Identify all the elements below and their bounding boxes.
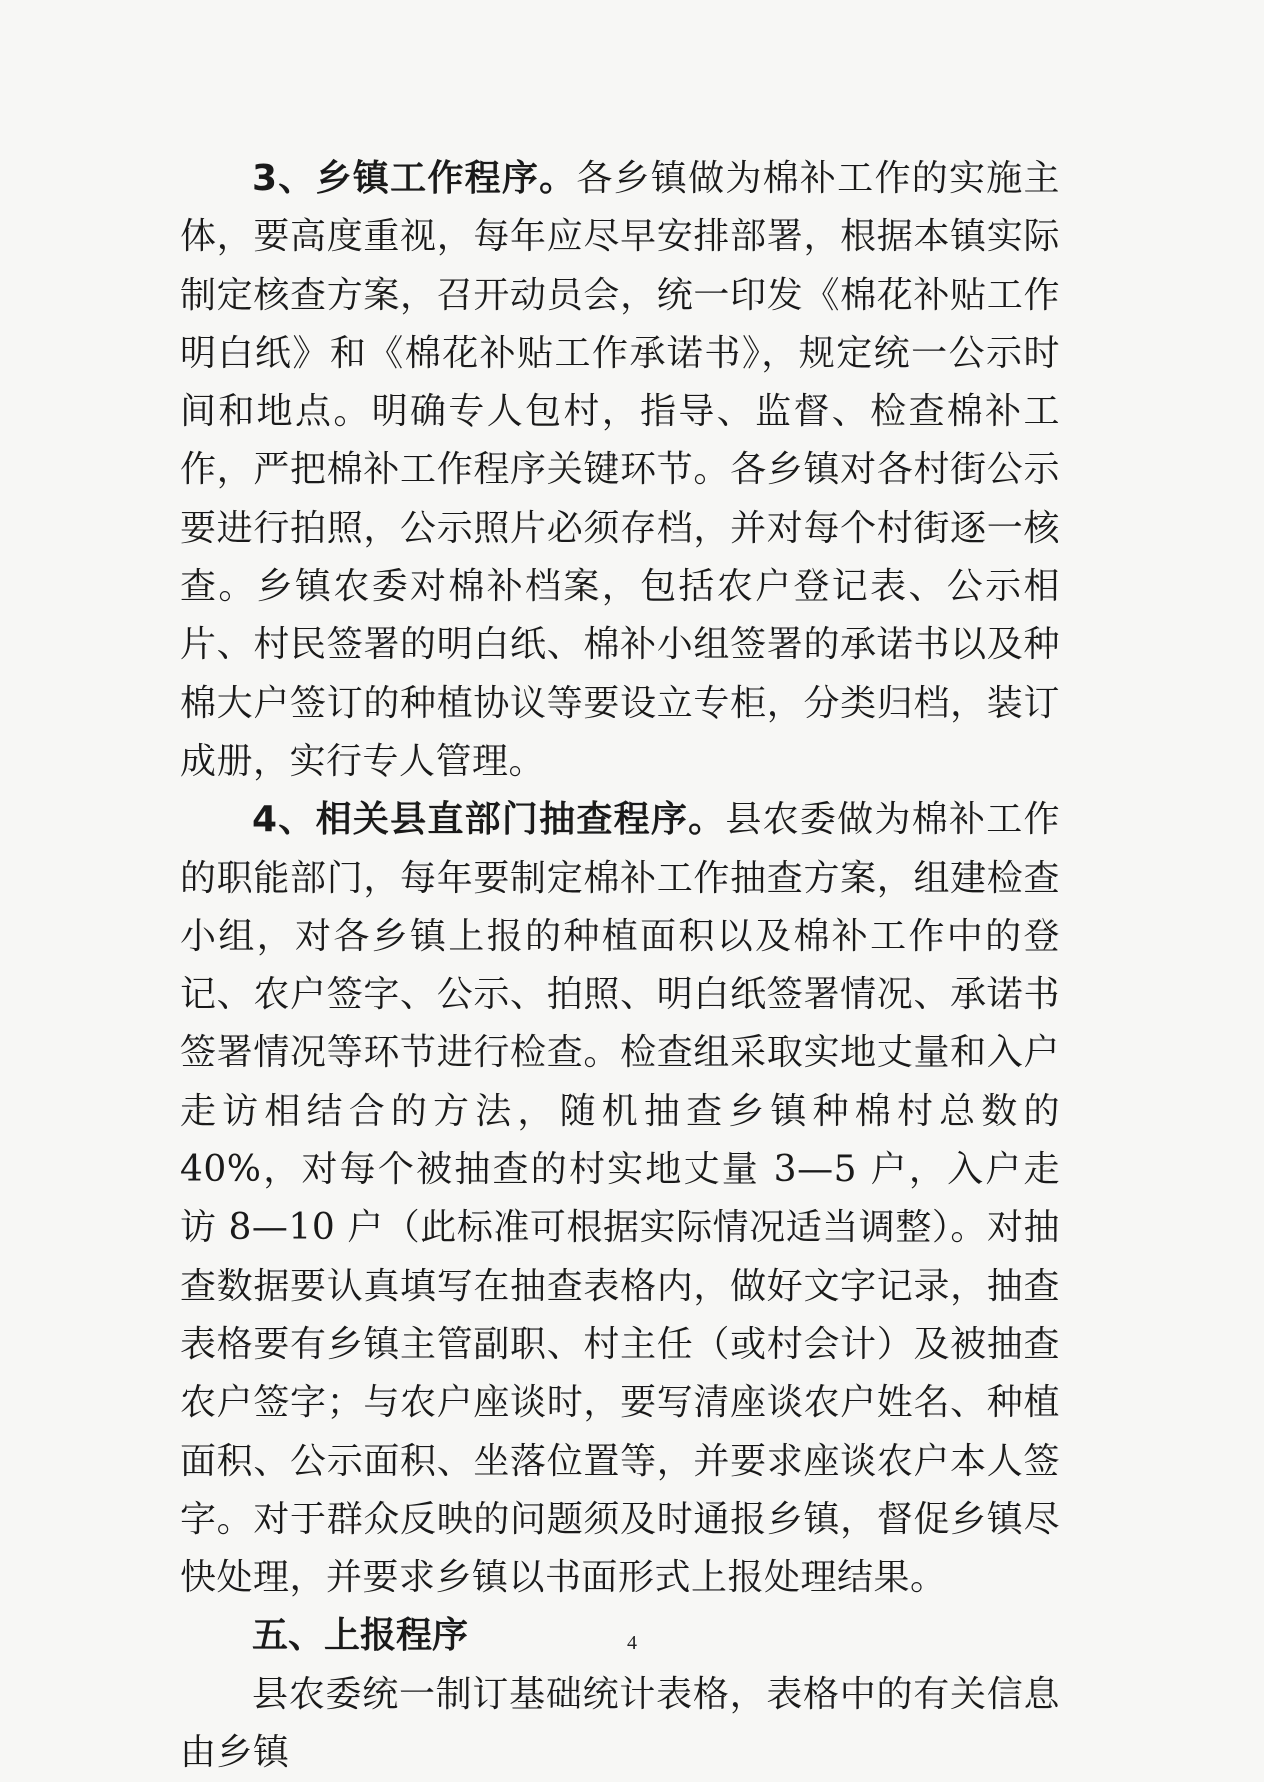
- page-number: 4: [627, 1632, 637, 1654]
- paragraph-text: 各乡镇做为棉补工作的实施主体，要高度重视，每年应尽早安排部署，根据本镇实际制定核查方案，召开动员会，统一印发《棉花补贴工作明白纸》和《棉花补贴工作承诺书》，规定统一公示时间和地点。明确专人包村，指导、监督、检查棉补工作，严把棉补工作程序关键环节。各乡镇对各村街公示要进行拍照，公示照片必须存档，并对每个村街逐一核查。乡镇农委对棉补档案，包括农户登记表、公示相片、村民签署的明白纸、棉补小组签署的承诺书以及种棉大户签订的种植协议等要设立专柜，分类归档，装订成册，实行专人管理。: [180, 158, 1060, 782]
- section-heading: 五、上报程序: [252, 1615, 469, 1657]
- paragraph-text: 县农委做为棉补工作的职能部门，每年要制定棉补工作抽查方案，组建检查小组，对各乡镇上报的种植面积以及棉补工作中的登记、农户签字、公示、拍照、明白纸签署情况、承诺书签署情况等环节进行检查。检查组采取实地丈量和入户走访相结合的方法，随机抽查乡镇种棉村总数的 40%，对每个被抽查的村实地丈量 3—5 户，入户走访 8—10 户（此标准可根据实际情况适当调整）。对抽查数据要认真填写在抽查表格内，做好文字记录，抽查表格要有乡镇主管副职、村主任（或村会计）及被抽查农户签字；与农户座谈时，要写清座谈农户姓名、种植面积、公示面积、坐落位置等，并要求座谈农户本人签字。对于群众反映的问题须及时通报乡镇，督促乡镇尽快处理，并要求乡镇以书面形式上报处理结果。: [180, 799, 1060, 1599]
- paragraph-reporting: 县农委统一制订基础统计表格，表格中的有关信息由乡镇: [180, 1673, 1060, 1774]
- paragraph-township-procedure: [180, 150, 1060, 791]
- paragraph-lead: 3、乡镇工作程序。: [252, 158, 577, 199]
- paragraph-county-inspection-procedure: [180, 791, 1060, 1607]
- document-body: [180, 150, 1060, 1782]
- paragraph-lead: 4、相关县直部门抽查程序。: [252, 799, 726, 841]
